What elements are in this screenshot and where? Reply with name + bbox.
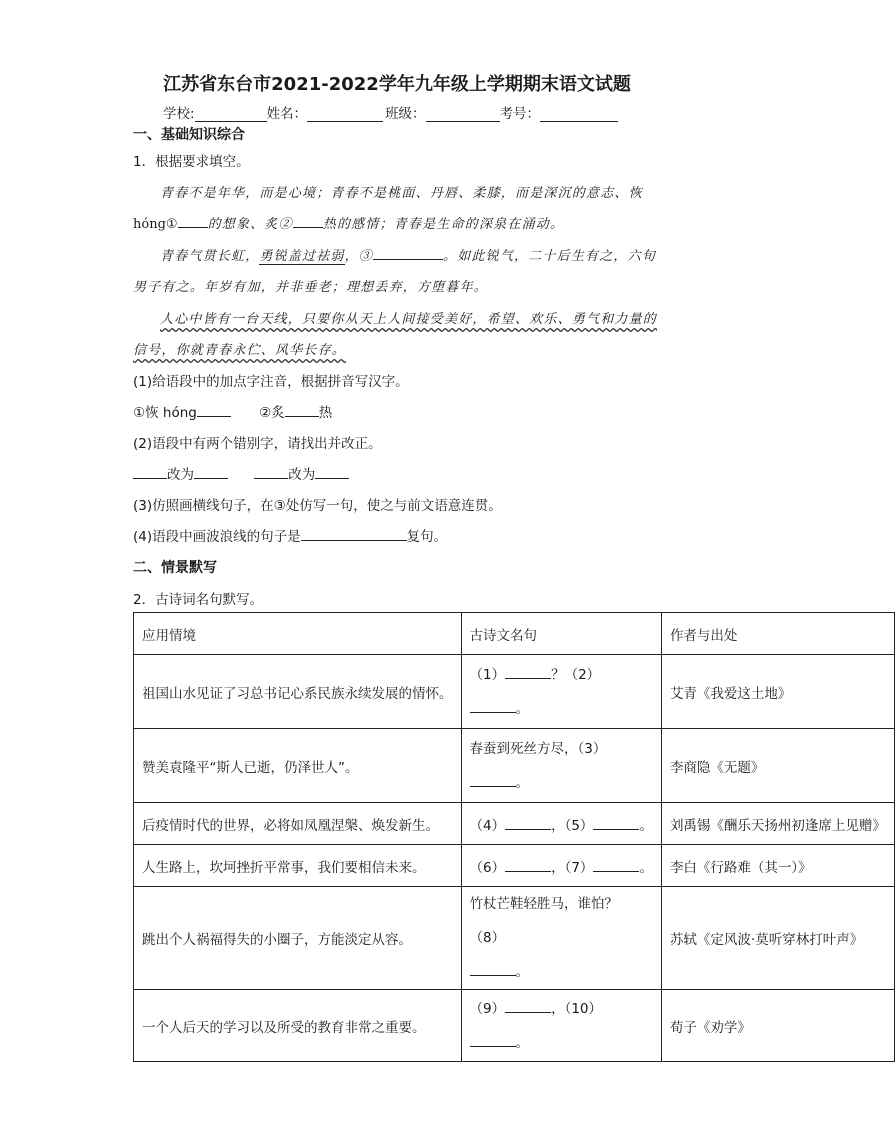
passage-text: 。如此锐气，二十后生有之，六旬 [443, 249, 657, 264]
passage-text: ，③ [344, 249, 374, 264]
context-cell: 后疫情时代的世界，必将如凤凰涅槃、焕发新生。 [134, 803, 462, 845]
wavy-sentence-part-2: 信号，你就青春永伫、风华长存。 [133, 343, 347, 358]
sub4-text-post: 复句。 [406, 529, 448, 545]
context-cell: 跳出个人祸福得失的小圈子，方能淡定从容。 [134, 887, 462, 990]
passage-text: 青春气贯长虹， [160, 249, 260, 264]
section-2-heading: 二、情景默写 [133, 560, 217, 576]
sub1-item-b-post: 热 [318, 405, 333, 421]
verse-cell [461, 655, 661, 729]
verse-text: （1） [469, 666, 506, 683]
verse-text: （9） [469, 1000, 506, 1017]
change-to-label: 改为 [288, 467, 316, 483]
table-header-row [134, 613, 895, 655]
passage-text: 的想象、炙② [207, 217, 293, 232]
poem-table [133, 612, 895, 1062]
pinyin-hong: hóng① [133, 217, 178, 232]
sub4-text: (4)语段中画波浪线的句子是 [133, 529, 301, 545]
verse-text: 。 [515, 1034, 529, 1051]
name-label: 姓名： [266, 106, 308, 122]
blank-1[interactable] [178, 214, 208, 228]
answer-blank-4[interactable] [505, 816, 551, 830]
class-label: 班级： [385, 106, 426, 122]
wrong-char-1-blank[interactable] [133, 465, 167, 479]
verse-text: （4） [469, 817, 506, 834]
table-row [134, 845, 895, 887]
class-field[interactable] [426, 107, 500, 122]
blank-2[interactable] [293, 214, 323, 228]
source-cell: 刘禹锡《酬乐天扬州初逢席上见赠》 [661, 803, 894, 845]
passage-line-6 [133, 339, 346, 358]
subquestion-1: (1)给语段中的加点字注音，根据拼音写汉字。 [133, 374, 409, 390]
school-field[interactable] [195, 107, 267, 122]
answer-blank-7[interactable] [593, 858, 639, 872]
subquestion-3: (3)仿照画横线句子，在③处仿写一句，使之与前文语意连贯。 [133, 498, 502, 514]
sub1-item-b: ②炙 [259, 405, 285, 421]
exam-no-field[interactable] [540, 107, 618, 122]
table-row [134, 887, 895, 990]
question-1-prompt: 1．根据要求填空。 [133, 154, 250, 170]
page-title: 江苏省东台市2021-2022学年九年级上学期期末语文试题 [163, 74, 631, 95]
subquestion-2-answers [133, 463, 349, 483]
verse-text: 。 [639, 859, 653, 876]
passage-line-3 [160, 245, 656, 264]
table-row [134, 655, 895, 729]
verse-cell [461, 887, 661, 990]
context-cell: 人生路上，坎坷挫折平常事，我们要相信未来。 [134, 845, 462, 887]
table-row [134, 990, 895, 1062]
passage-line-5 [160, 308, 657, 327]
context-cell: 一个人后天的学习以及所受的教育非常之重要。 [134, 990, 462, 1062]
source-cell: 荀子《劝学》 [661, 990, 894, 1062]
answer-blank-8[interactable] [470, 962, 516, 976]
subquestion-2: (2)语段中有两个错别字，请找出并改正。 [133, 436, 382, 452]
answer-blank-2[interactable] [470, 699, 516, 713]
table-header: 古诗文名句 [461, 613, 661, 655]
table-header: 作者与出处 [661, 613, 894, 655]
answer-blank-1[interactable] [505, 665, 551, 679]
passage-line-4: 男子有之。年岁有加，并非垂老；理想丢弃，方堕暮年。 [133, 280, 489, 295]
verse-text: 春蚕到死丝方尽，（3） [469, 740, 607, 757]
blank-3[interactable] [373, 246, 443, 260]
correct-char-2-blank[interactable] [315, 465, 349, 479]
context-cell: 祖国山水见证了习总书记心系民族永续发展的情怀。 [134, 655, 462, 729]
school-label: 学校: [163, 106, 195, 122]
verse-text: 竹杖芒鞋轻胜马，谁怕？（8） [469, 896, 618, 946]
verse-cell [461, 990, 661, 1062]
name-field[interactable] [307, 107, 383, 122]
verse-cell [461, 845, 661, 887]
answer-blank-6[interactable] [505, 858, 551, 872]
exam-no-label: 考号： [499, 106, 541, 122]
passage-line-2 [133, 213, 564, 232]
passage-line-1: 青春不是年华，而是心境；青春不是桃面、丹唇、柔膝，而是深沉的意志、恢 [160, 186, 643, 201]
verse-text: （6） [469, 859, 506, 876]
verse-text: ？（2） [551, 666, 601, 683]
answer-blank-3[interactable] [470, 773, 516, 787]
sub1-item-a: ①恢 hóng [133, 405, 197, 421]
source-cell: 李白《行路难（其一）》 [661, 845, 894, 887]
answer-blank-10[interactable] [470, 1033, 516, 1047]
change-to-label: 改为 [167, 467, 194, 483]
verse-cell [461, 729, 661, 803]
verse-text: 。 [515, 700, 529, 717]
answer-blank-9[interactable] [505, 999, 551, 1013]
verse-text: 。 [515, 774, 529, 791]
verse-text: ，（5） [551, 817, 594, 834]
source-cell: 苏轼《定风波·莫听穿林打叶声》 [661, 887, 894, 990]
source-cell: 李商隐《无题》 [661, 729, 894, 803]
verse-text: 。 [639, 817, 653, 834]
student-info-line [163, 102, 618, 122]
subquestion-1-answers [133, 401, 332, 421]
table-row [134, 729, 895, 803]
source-cell: 艾青《我爱这土地》 [661, 655, 894, 729]
passage-text: 热的感情；青春是生命的深泉在涌动。 [322, 217, 565, 232]
table-header: 应用情境 [134, 613, 462, 655]
context-cell: 赞美袁隆平“斯人已逝，仍泽世人”。 [134, 729, 462, 803]
table-row [134, 803, 895, 845]
section-1-heading: 一、基础知识综合 [133, 127, 245, 143]
wavy-sentence-part-1: 人心中皆有一台天线，只要你从天上人间接受美好，希望、欢乐、勇气和力量的 [160, 312, 658, 327]
verse-text: 。 [515, 964, 529, 980]
answer-blank-5[interactable] [593, 816, 639, 830]
answer-blank-zhi[interactable] [285, 403, 319, 417]
question-2-prompt: 2．古诗词名句默写。 [133, 592, 264, 608]
verse-cell [461, 803, 661, 845]
subquestion-4 [133, 525, 447, 545]
underlined-sentence: 勇锐盖过祛弱 [259, 249, 345, 264]
verse-text: ，（10） [551, 1000, 603, 1017]
wrong-char-2-blank[interactable] [254, 465, 288, 479]
sub4-answer-blank[interactable] [301, 527, 407, 541]
answer-blank-hong[interactable] [197, 403, 231, 417]
correct-char-1-blank[interactable] [194, 465, 228, 479]
verse-text: ，（7） [551, 859, 594, 876]
